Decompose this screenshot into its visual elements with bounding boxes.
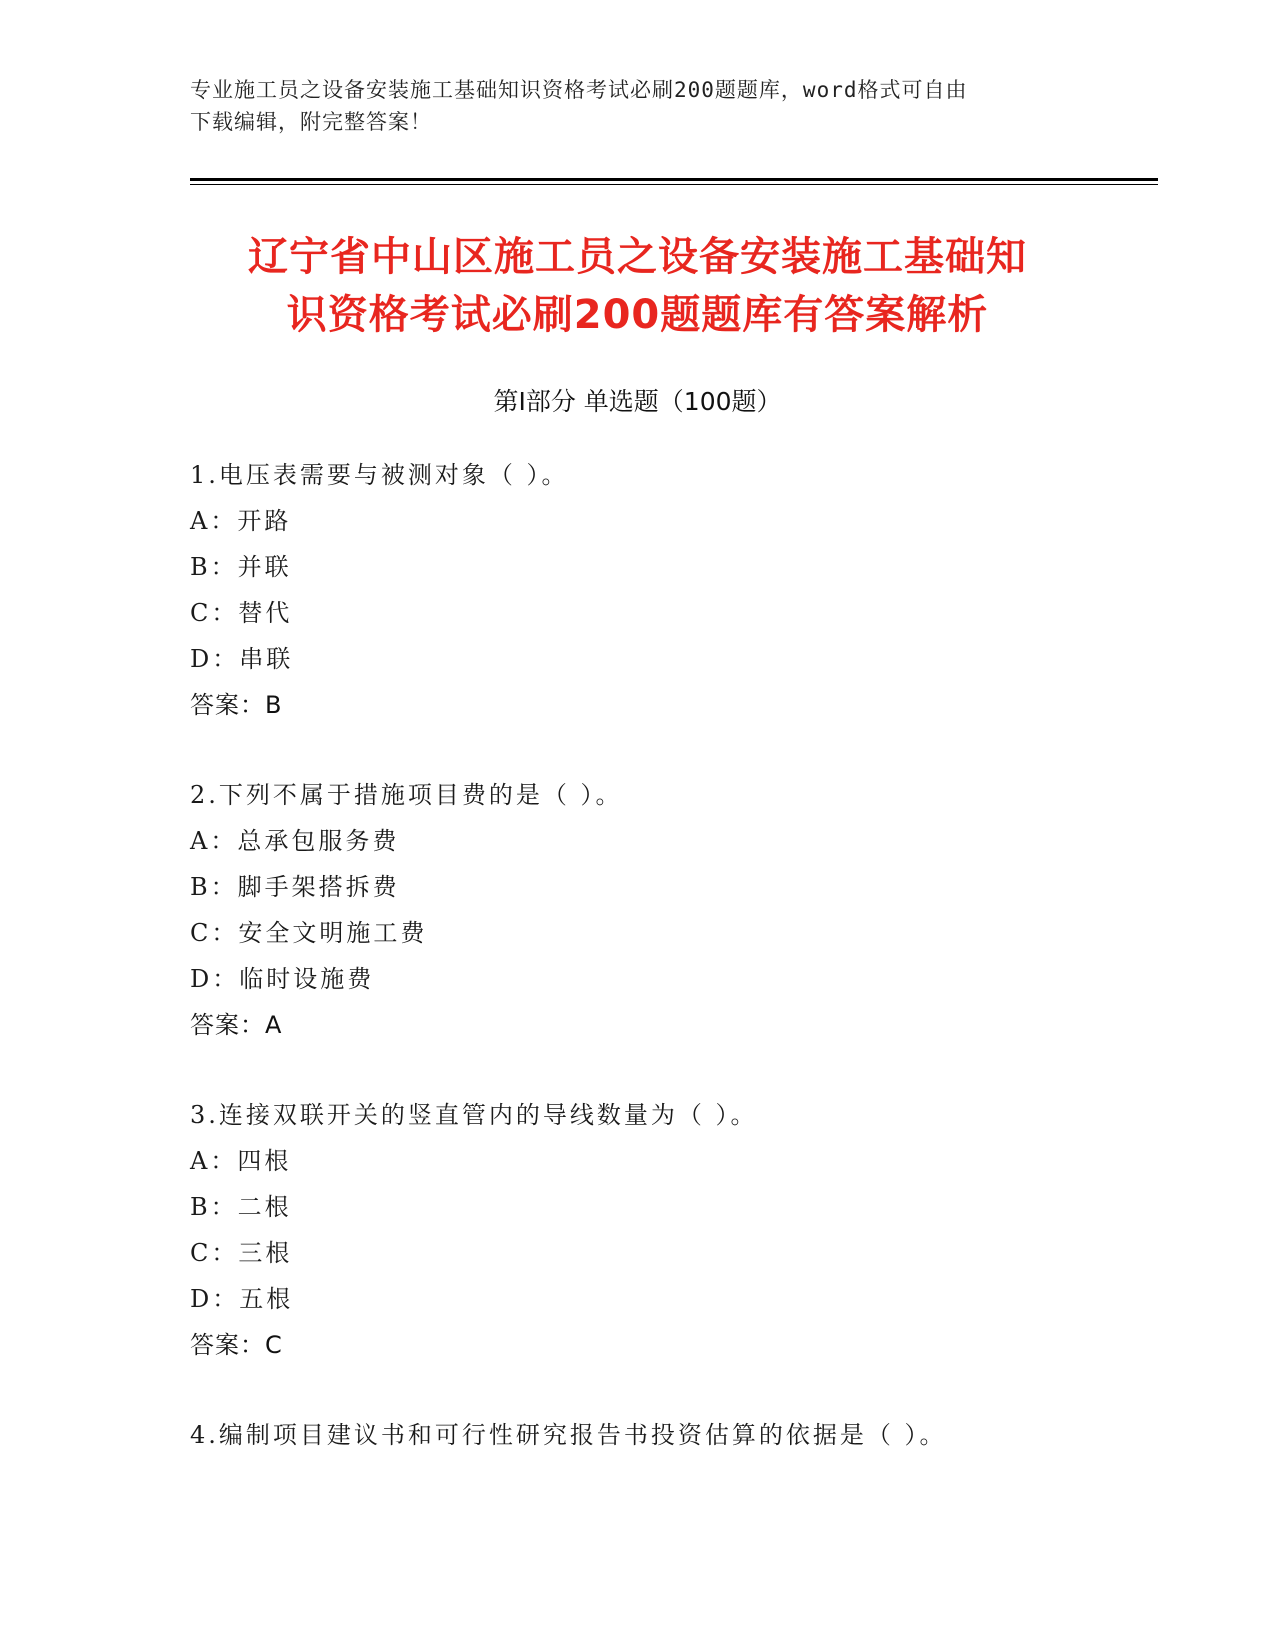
question-4 bbox=[190, 1412, 1190, 1458]
question-stem: 4.编制项目建议书和可行性研究报告书投资估算的依据是（ ）。 bbox=[190, 1421, 947, 1449]
answer: 答案：A bbox=[190, 1011, 283, 1039]
answer: 答案：C bbox=[190, 1331, 283, 1359]
option-d: D：临时设施费 bbox=[190, 965, 375, 993]
option-b: B：二根 bbox=[190, 1193, 292, 1221]
document-title bbox=[150, 228, 1125, 344]
answer: 答案：B bbox=[190, 691, 283, 719]
option-b: B：并联 bbox=[190, 553, 292, 581]
option-a: A：开路 bbox=[190, 507, 292, 535]
option-c: C：三根 bbox=[190, 1239, 293, 1267]
question-stem: 2.下列不属于措施项目费的是（ ）。 bbox=[190, 781, 623, 809]
document-title-line-2: 识资格考试必刷200题题库有答案解析 bbox=[286, 292, 989, 338]
question-2 bbox=[190, 772, 1190, 1048]
header-note-line-2: 下载编辑，附完整答案！ bbox=[190, 110, 432, 134]
question-stem: 1.电压表需要与被测对象（ ）。 bbox=[190, 461, 569, 489]
question-1 bbox=[190, 452, 1190, 728]
section-heading: 第Ⅰ部分 单选题（100题） bbox=[493, 387, 782, 416]
option-a: A：总承包服务费 bbox=[190, 827, 400, 855]
option-a: A：四根 bbox=[190, 1147, 292, 1175]
document-title-line-1: 辽宁省中山区施工员之设备安装施工基础知 bbox=[248, 234, 1027, 280]
question-3 bbox=[190, 1092, 1190, 1368]
header-divider-thin bbox=[190, 184, 1158, 185]
option-b: B：脚手架搭拆费 bbox=[190, 873, 400, 901]
option-d: D：串联 bbox=[190, 645, 294, 673]
option-c: C：替代 bbox=[190, 599, 293, 627]
header-note-line-1: 专业施工员之设备安装施工基础知识资格考试必刷200题题库，word格式可自由 bbox=[190, 78, 968, 102]
option-c: C：安全文明施工费 bbox=[190, 919, 428, 947]
question-stem: 3.连接双联开关的竖直管内的导线数量为（ ）。 bbox=[190, 1101, 758, 1129]
header-divider-thick bbox=[190, 178, 1158, 181]
header-note bbox=[190, 74, 1090, 138]
option-d: D：五根 bbox=[190, 1285, 294, 1313]
